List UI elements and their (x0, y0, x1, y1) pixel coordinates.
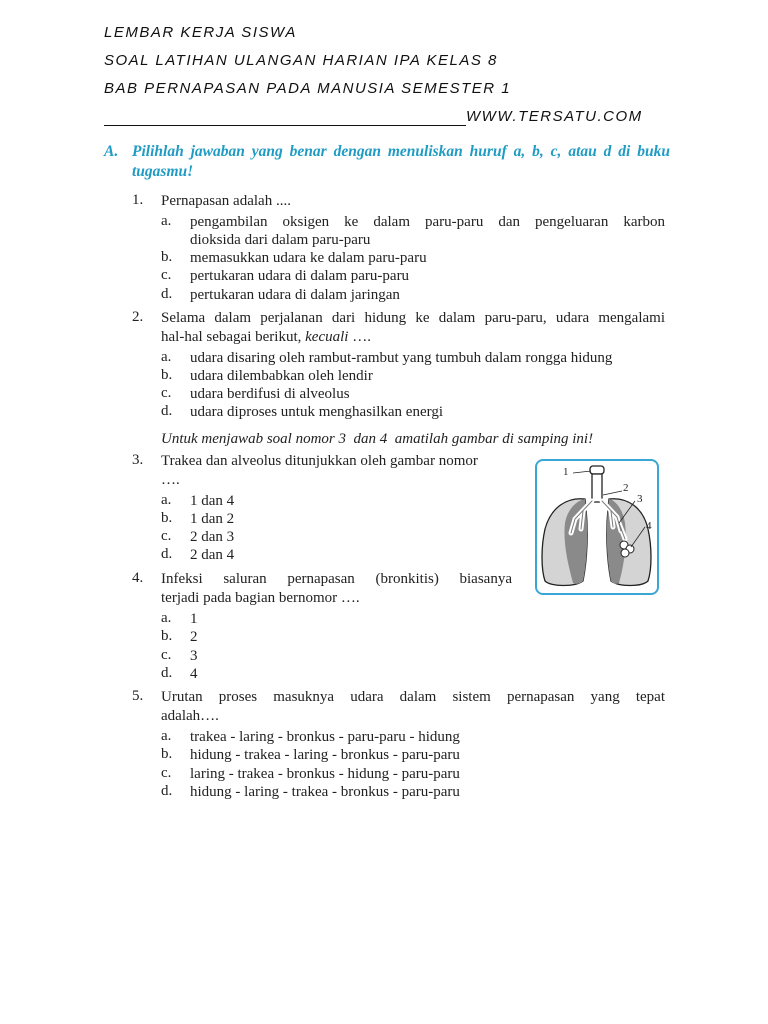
trachea (592, 474, 602, 502)
q5-line2: adalah…. (161, 708, 219, 724)
q2-kecuali: kecuali (305, 329, 349, 345)
q3-b-text: 1 dan 2 (190, 511, 235, 527)
section-letter: A. (104, 143, 119, 160)
lungs-diagram (537, 461, 657, 593)
q2-line1: Selama dalam perjalanan dari hidung ke dalam paru-paru, udara mengalami (161, 310, 665, 326)
q3-a-text: 1 dan 4 (190, 493, 235, 509)
section-instruction (104, 142, 670, 182)
q3-c-label: c. (161, 528, 172, 544)
q2-line2 (161, 328, 371, 346)
q2-number: 2. (132, 309, 144, 325)
q3-a-label: a. (161, 492, 172, 508)
q4-line2: terjadi pada bagian bernomor …. (161, 590, 360, 606)
q1-c-label: c. (161, 267, 172, 283)
q5-line1: Urutan proses masuknya udara dalam sistem pernapasan yang tepat (161, 689, 665, 705)
q4-c-label: c. (161, 647, 172, 663)
figure-note: Untuk menjawab soal nomor 3 dan 4 amatilah gambar di samping ini! (161, 431, 594, 447)
figure-label-2: 2 (623, 482, 629, 494)
q1-text: Pernapasan adalah .... (161, 193, 291, 209)
q2-d-label: d. (161, 403, 173, 419)
q3-line1: Trakea dan alveolus ditunjukkan oleh gambar nomor (161, 453, 478, 469)
larynx (590, 466, 604, 474)
q2-line2c: …. (348, 329, 371, 345)
q5-number: 5. (132, 688, 144, 704)
q1-a-line2: dioksida dari dalam paru-paru (190, 232, 371, 248)
q5-a-text: trakea - laring - bronkus - paru-paru - hidung (190, 729, 460, 745)
q1-d-label: d. (161, 286, 173, 302)
figure-label-3: 3 (637, 493, 643, 505)
q5-c-text: laring - trakea - bronkus - hidung - paru-paru (190, 766, 460, 782)
header-rule (104, 125, 466, 126)
q1-a-line1: pengambilan oksigen ke dalam paru-paru dan pengeluaran karbon (190, 214, 665, 230)
header-line-2: SOAL LATIHAN ULANGAN HARIAN IPA KELAS 8 (104, 52, 498, 69)
instruction-text: Pilihlah jawaban yang benar dengan menuliskan huruf a, b, c, atau d di buku tugasmu! (132, 143, 670, 180)
q4-d-label: d. (161, 665, 173, 681)
q5-a-label: a. (161, 728, 172, 744)
q4-a-label: a. (161, 610, 172, 626)
header-line-1: LEMBAR KERJA SISWA (104, 24, 297, 41)
q3-b-label: b. (161, 510, 173, 526)
q5-d-text: hidung - laring - trakea - bronkus - paru-paru (190, 784, 460, 800)
q5-b-text: hidung - trakea - laring - bronkus - paru-paru (190, 747, 460, 763)
leader-2 (603, 491, 622, 495)
q1-a-label: a. (161, 213, 172, 229)
website-link[interactable]: WWW.TERSATU.COM (466, 108, 643, 125)
leader-1 (573, 471, 591, 473)
q4-number: 4. (132, 570, 144, 586)
q5-d-label: d. (161, 783, 173, 799)
q1-b-text: memasukkan udara ke dalam paru-paru (190, 250, 427, 266)
q2-c-text: udara berdifusi di alveolus (190, 386, 350, 402)
q1-c-text: pertukaran udara di dalam paru-paru (190, 268, 410, 284)
q4-b-label: b. (161, 628, 173, 644)
q1-d-text: pertukaran udara di dalam jaringan (190, 287, 400, 303)
q3-d-label: d. (161, 546, 173, 562)
q2-a-text: udara disaring oleh rambut-rambut yang tumbuh dalam rongga hidung (190, 350, 613, 366)
q4-c-text: 3 (190, 648, 198, 664)
q3-number: 3. (132, 452, 144, 468)
q2-b-label: b. (161, 367, 173, 383)
q1-b-label: b. (161, 249, 173, 265)
q2-c-label: c. (161, 385, 172, 401)
q4-b-text: 2 (190, 629, 198, 645)
q3-c-text: 2 dan 3 (190, 529, 235, 545)
figure-label-1: 1 (563, 466, 569, 478)
q2-d-text: udara diproses untuk menghasilkan energi (190, 404, 443, 420)
lungs-figure (535, 459, 659, 595)
figure-label-4: 4 (646, 520, 652, 532)
q5-b-label: b. (161, 746, 173, 762)
alveolus-3 (621, 549, 629, 557)
q3-d-text: 2 dan 4 (190, 547, 235, 563)
header-line-3: BAB PERNAPASAN PADA MANUSIA SEMESTER 1 (104, 80, 512, 97)
q3-line2: …. (161, 472, 180, 488)
q4-line1: Infeksi saluran pernapasan (bronkitis) biasanya (161, 571, 512, 587)
q2-a-label: a. (161, 349, 172, 365)
q2-line2a: hal-hal sebagai berikut, (161, 329, 306, 345)
q2-b-text: udara dilembabkan oleh lendir (190, 368, 373, 384)
q4-a-text: 1 (190, 611, 198, 627)
q5-c-label: c. (161, 765, 172, 781)
q1-number: 1. (132, 192, 144, 208)
q4-d-text: 4 (190, 666, 198, 682)
